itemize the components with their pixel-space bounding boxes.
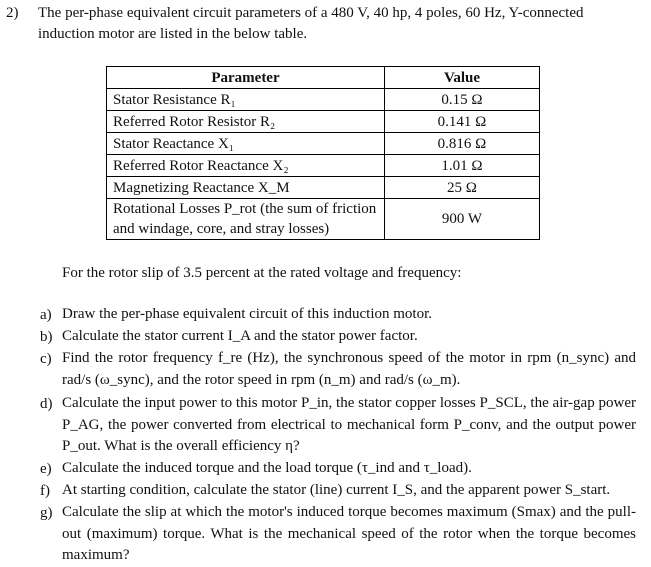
question-label: b) bbox=[40, 329, 53, 345]
param-value: 0.15 Ω bbox=[385, 89, 540, 111]
param-value: 1.01 Ω bbox=[385, 155, 540, 177]
table-row bbox=[107, 177, 540, 199]
problem-number: 2) bbox=[6, 5, 19, 21]
header-parameter: Parameter bbox=[107, 67, 385, 89]
param-value: 25 Ω bbox=[385, 177, 540, 199]
param-name: Referred Rotor Resistor R₂ bbox=[107, 111, 385, 133]
table-row bbox=[107, 89, 540, 111]
param-name: Stator Resistance R₁ bbox=[107, 89, 385, 111]
question-label: c) bbox=[40, 351, 52, 367]
param-name: Stator Reactance X₁ bbox=[107, 133, 385, 155]
question-label: e) bbox=[40, 461, 52, 477]
param-name: Rotational Losses P_rot (the sum of friction and windage, core, and stray losses) bbox=[107, 199, 385, 240]
question-label: d) bbox=[40, 396, 53, 412]
question-text: At starting condition, calculate the stator (line) current I_S, and the apparent power S_start. bbox=[62, 482, 611, 498]
question-text: Calculate the input power to this motor P_in, the stator copper losses P_SCL, the air-gap power P_AG, the power converted from electrical to mechanical form P_conv, and the output power P_out. What is the overall efficiency η? bbox=[62, 395, 636, 454]
problem-intro-line1: The per-phase equivalent circuit parameters of a 480 V, 40 hp, 4 poles, 60 Hz, Y-connected bbox=[38, 5, 584, 21]
param-value: 0.816 Ω bbox=[385, 133, 540, 155]
question-text: Calculate the stator current I_A and the stator power factor. bbox=[62, 328, 418, 344]
param-name: Referred Rotor Reactance X₂ bbox=[107, 155, 385, 177]
question-text: Draw the per-phase equivalent circuit of this induction motor. bbox=[62, 306, 433, 322]
question-label: f) bbox=[40, 483, 50, 499]
table-header-row bbox=[107, 67, 540, 89]
param-name: Magnetizing Reactance X_M bbox=[107, 177, 385, 199]
param-value: 0.141 Ω bbox=[385, 111, 540, 133]
question-text: Find the rotor frequency f_re (Hz), the synchronous speed of the motor in rpm (n_sync) and rad/s (ω_sync), and the rotor speed in rpm (n_m) and rad/s (ω_m). bbox=[62, 350, 636, 388]
table-row bbox=[107, 133, 540, 155]
table-row bbox=[107, 199, 540, 240]
table-row bbox=[107, 111, 540, 133]
question-text: Calculate the induced torque and the load torque (τ_ind and τ_load). bbox=[62, 460, 472, 476]
table-row bbox=[107, 155, 540, 177]
problem-intro-line2: induction motor are listed in the below table. bbox=[38, 26, 308, 42]
question-text: Calculate the slip at which the motor's induced torque becomes maximum (Smax) and the pull-out (maximum) torque. What is the mechanical speed of the rotor when the torque becomes maximum? bbox=[62, 504, 636, 563]
parameter-table bbox=[106, 66, 540, 240]
param-value: 900 W bbox=[385, 199, 540, 240]
question-label: a) bbox=[40, 307, 52, 323]
header-value: Value bbox=[385, 67, 540, 89]
condition-text: For the rotor slip of 3.5 percent at the rated voltage and frequency: bbox=[62, 265, 462, 281]
question-label: g) bbox=[40, 505, 53, 521]
